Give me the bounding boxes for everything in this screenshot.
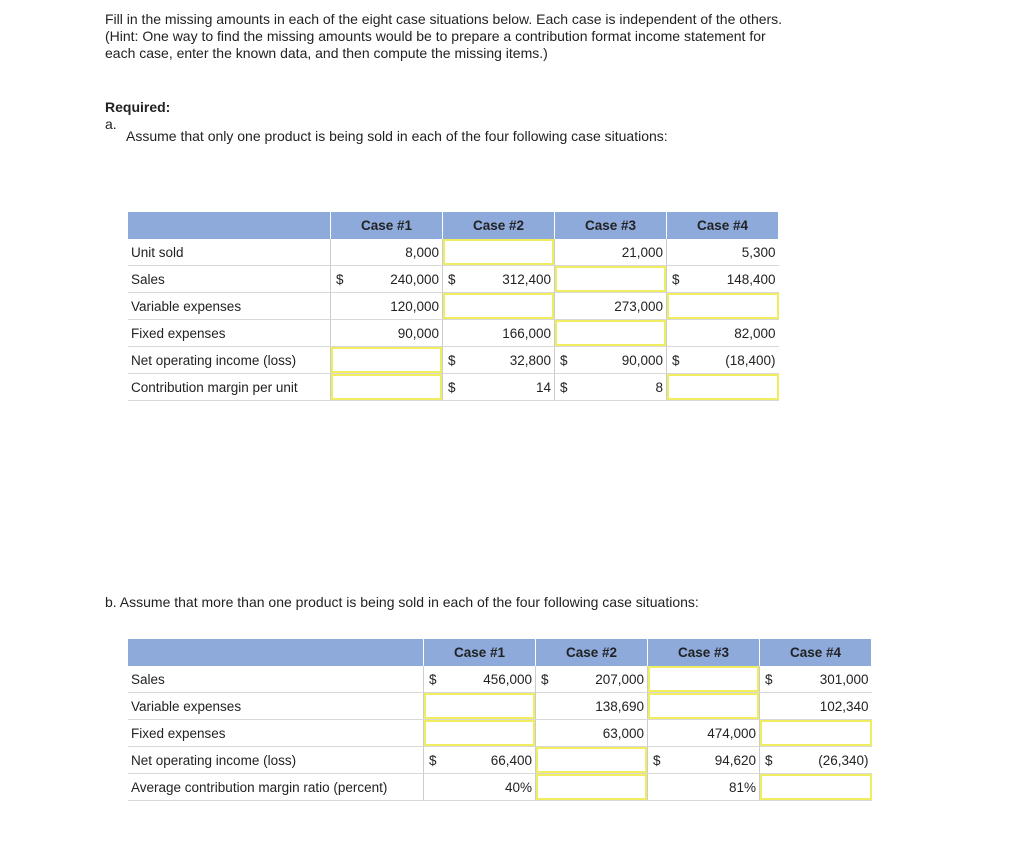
case-3-cell xyxy=(555,347,667,374)
header-case-1: Case #1 xyxy=(331,212,443,239)
case-2-cell[interactable] xyxy=(443,239,555,266)
table-row xyxy=(128,720,872,747)
cell-value: (18,400) xyxy=(725,352,776,368)
case-2-cell[interactable] xyxy=(536,774,648,801)
row-label: Average contribution margin ratio (percent) xyxy=(128,774,424,801)
cell-value: 207,000 xyxy=(595,671,644,687)
row-label: Fixed expenses xyxy=(128,320,331,347)
case-3-cell xyxy=(648,720,760,747)
table-row xyxy=(128,347,779,374)
case-2-cell xyxy=(443,266,555,293)
case-3-cell xyxy=(555,293,667,320)
case-1-cell xyxy=(424,774,536,801)
case-3-answer-input[interactable] xyxy=(555,320,666,346)
row-label: Net operating income (loss) xyxy=(128,347,331,374)
case-4-cell xyxy=(667,239,779,266)
case-1-cell xyxy=(331,320,443,347)
header-blank xyxy=(128,639,424,666)
cell-value: 82,000 xyxy=(734,325,776,341)
row-label: Net operating income (loss) xyxy=(128,747,424,774)
case-3-cell xyxy=(648,774,760,801)
row-label: Fixed expenses xyxy=(128,720,424,747)
header-case-2: Case #2 xyxy=(443,212,555,239)
case-2-answer-input[interactable] xyxy=(536,747,647,773)
case-1-cell xyxy=(424,666,536,693)
case-2-cell[interactable] xyxy=(443,293,555,320)
case-2-cell xyxy=(443,320,555,347)
cell-value: 90,000 xyxy=(621,352,663,368)
cell-value: 456,000 xyxy=(483,671,532,687)
case-1-cell[interactable] xyxy=(424,693,536,720)
header-blank xyxy=(128,212,331,239)
cell-value: 5,300 xyxy=(741,244,776,260)
cell-value: 240,000 xyxy=(390,271,439,287)
table-row xyxy=(128,239,779,266)
cell-value: 8,000 xyxy=(405,244,439,260)
header-row xyxy=(128,639,872,666)
row-label: Sales xyxy=(128,666,424,693)
dollar-sign: $ xyxy=(429,752,437,768)
case-3-answer-input[interactable] xyxy=(648,666,759,692)
cell-value: 312,400 xyxy=(502,271,551,287)
case-4-cell xyxy=(760,693,872,720)
row-label: Variable expenses xyxy=(128,693,424,720)
case-1-answer-input[interactable] xyxy=(331,347,442,373)
cell-value: 273,000 xyxy=(614,298,663,314)
instructions: Fill in the missing amounts in each of the eight case situations below. Each case is independent of the others. (Hint: One way to find the missing amounts would be to prepare a contribution format income statement for each case, enter the known data, and then compute the missing items.) xyxy=(105,11,783,61)
cell-value: 63,000 xyxy=(602,725,644,741)
case-3-cell xyxy=(555,374,667,401)
case-3-cell xyxy=(648,747,760,774)
row-label: Sales xyxy=(128,266,331,293)
case-1-cell xyxy=(424,747,536,774)
table-row xyxy=(128,320,779,347)
header-case-4: Case #4 xyxy=(760,639,872,666)
table-row xyxy=(128,293,779,320)
table-row xyxy=(128,666,872,693)
case-4-cell xyxy=(667,320,779,347)
row-label: Contribution margin per unit xyxy=(128,374,331,401)
case-2-answer-input[interactable] xyxy=(443,239,554,265)
cell-value: 21,000 xyxy=(621,244,663,260)
case-1-cell xyxy=(331,239,443,266)
case-1-cell[interactable] xyxy=(331,347,443,374)
cell-value: 81% xyxy=(728,779,756,795)
case-1-cell xyxy=(331,293,443,320)
case-4-cell[interactable] xyxy=(667,293,779,320)
header-row xyxy=(128,212,779,239)
dollar-sign: $ xyxy=(560,379,568,395)
part-a-letter: a. xyxy=(105,116,117,132)
header-case-4: Case #4 xyxy=(667,212,779,239)
cell-value: 474,000 xyxy=(707,725,756,741)
cell-value: 148,400 xyxy=(726,271,776,287)
cell-value: 166,000 xyxy=(502,325,551,341)
dollar-sign: $ xyxy=(541,671,549,687)
header-case-3: Case #3 xyxy=(555,212,667,239)
case-2-answer-input[interactable] xyxy=(536,774,647,800)
case-4-answer-input[interactable] xyxy=(667,374,779,400)
dollar-sign: $ xyxy=(448,271,456,287)
case-1-cell[interactable] xyxy=(424,720,536,747)
dollar-sign: $ xyxy=(448,352,456,368)
case-2-cell xyxy=(536,666,648,693)
dollar-sign: $ xyxy=(448,379,456,395)
row-label: Unit sold xyxy=(128,239,331,266)
part-a-table xyxy=(128,212,779,401)
dollar-sign: $ xyxy=(336,271,344,287)
case-1-answer-input[interactable] xyxy=(331,374,442,400)
header-case-2: Case #2 xyxy=(536,639,648,666)
part-b-table xyxy=(128,639,872,801)
cell-value: 301,000 xyxy=(819,671,869,687)
cell-value: 8 xyxy=(655,379,663,395)
case-3-cell[interactable] xyxy=(648,666,760,693)
cell-value: 120,000 xyxy=(390,298,439,314)
case-2-cell xyxy=(536,693,648,720)
header-case-3: Case #3 xyxy=(648,639,760,666)
case-4-cell xyxy=(667,266,779,293)
cell-value: 14 xyxy=(535,379,551,395)
table-row xyxy=(128,747,872,774)
case-3-cell[interactable] xyxy=(555,266,667,293)
cell-value: (26,340) xyxy=(818,752,869,768)
dollar-sign: $ xyxy=(672,271,680,287)
case-4-cell xyxy=(667,347,779,374)
header-case-1: Case #1 xyxy=(424,639,536,666)
cell-value: 94,620 xyxy=(714,752,756,768)
part-b-text: b. Assume that more than one product is being sold in each of the four following case situations: xyxy=(105,594,699,610)
case-1-answer-input[interactable] xyxy=(424,720,535,746)
case-4-cell[interactable] xyxy=(667,374,779,401)
dollar-sign: $ xyxy=(765,752,773,768)
cell-value: 32,800 xyxy=(509,352,551,368)
table-row xyxy=(128,693,872,720)
case-4-cell xyxy=(760,747,872,774)
dollar-sign: $ xyxy=(765,671,773,687)
case-2-cell xyxy=(443,347,555,374)
case-1-answer-input[interactable] xyxy=(424,693,535,719)
table-row xyxy=(128,374,779,401)
cell-value: 102,340 xyxy=(819,698,869,714)
dollar-sign: $ xyxy=(653,752,661,768)
dollar-sign: $ xyxy=(429,671,437,687)
case-2-cell xyxy=(536,720,648,747)
table-row xyxy=(128,774,872,801)
case-3-cell[interactable] xyxy=(555,320,667,347)
dollar-sign: $ xyxy=(672,352,680,368)
case-1-cell xyxy=(331,266,443,293)
required-heading: Required: xyxy=(105,99,171,115)
cell-value: 40% xyxy=(504,779,532,795)
case-3-answer-input[interactable] xyxy=(555,266,666,292)
case-2-cell[interactable] xyxy=(536,747,648,774)
case-3-answer-input[interactable] xyxy=(648,693,759,719)
cell-value: 90,000 xyxy=(397,325,439,341)
case-3-cell[interactable] xyxy=(648,693,760,720)
case-2-cell xyxy=(443,374,555,401)
case-4-answer-input[interactable] xyxy=(760,774,872,800)
case-4-cell xyxy=(760,666,872,693)
cell-value: 66,400 xyxy=(490,752,532,768)
case-4-cell[interactable] xyxy=(760,774,872,801)
case-4-answer-input[interactable] xyxy=(760,720,872,746)
case-1-cell[interactable] xyxy=(331,374,443,401)
dollar-sign: $ xyxy=(560,352,568,368)
cell-value: 138,690 xyxy=(595,698,644,714)
case-2-answer-input[interactable] xyxy=(443,293,554,319)
case-4-cell[interactable] xyxy=(760,720,872,747)
table-row xyxy=(128,266,779,293)
case-4-answer-input[interactable] xyxy=(667,293,779,319)
part-a-text: Assume that only one product is being sold in each of the four following case situations: xyxy=(126,128,668,144)
case-3-cell xyxy=(555,239,667,266)
row-label: Variable expenses xyxy=(128,293,331,320)
